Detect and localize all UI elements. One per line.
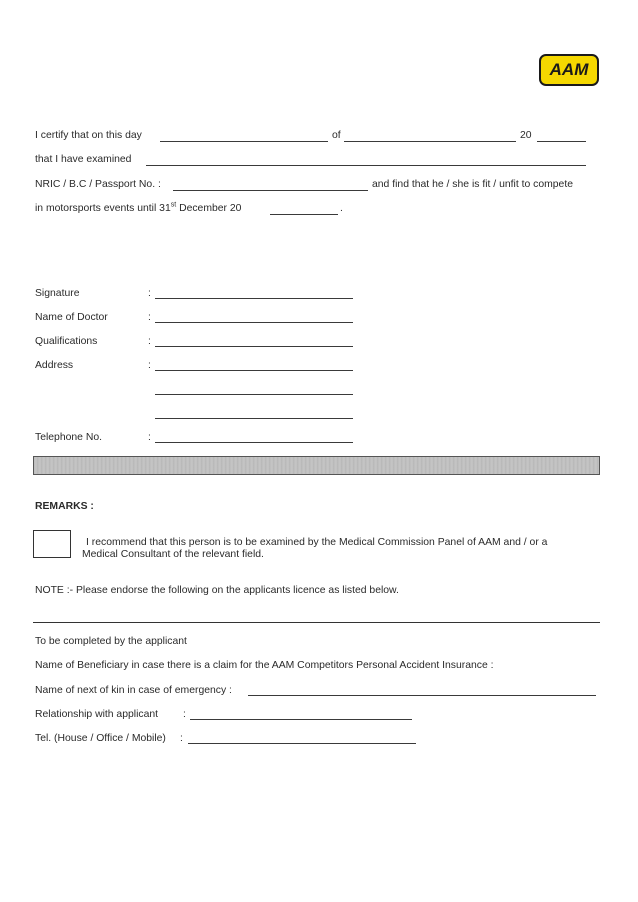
relationship-label: Relationship with applicant xyxy=(35,709,159,720)
qualifications-colon: : xyxy=(148,336,151,347)
day-blank[interactable] xyxy=(160,141,328,142)
note-text: NOTE :- Please endorse the following on the applicants licence as listed below. xyxy=(35,585,399,596)
month-blank[interactable] xyxy=(344,141,516,142)
recommend-checkbox[interactable] xyxy=(33,530,71,558)
year-blank[interactable] xyxy=(537,141,586,142)
recommend-text-line2: Medical Consultant of the relevant field. xyxy=(82,549,264,560)
doctor-name-colon: : xyxy=(148,312,151,323)
qualifications-label: Qualifications xyxy=(35,336,98,347)
separator-bar xyxy=(33,456,600,475)
fit-unfit-text: and find that he / she is fit / unfit to compete xyxy=(372,179,574,190)
signature-blank[interactable] xyxy=(155,298,353,299)
nric-label: NRIC / B.C / Passport No. : xyxy=(35,179,161,190)
next-of-kin-label: Name of next of kin in case of emergency : xyxy=(35,685,232,696)
until-period: . xyxy=(340,203,343,214)
telephone-blank[interactable] xyxy=(155,442,353,443)
signature-colon: : xyxy=(148,288,151,299)
examined-name-blank[interactable] xyxy=(146,165,586,166)
address-blank-1[interactable] xyxy=(155,370,353,371)
doctor-name-blank[interactable] xyxy=(155,322,353,323)
certify-day-label: I certify that on this day xyxy=(35,130,142,141)
section-rule xyxy=(33,622,600,623)
address-blank-3[interactable] xyxy=(155,418,353,419)
tel-colon: : xyxy=(180,733,183,744)
nric-blank[interactable] xyxy=(173,190,368,191)
tel-label: Tel. (House / Office / Mobile) xyxy=(35,733,166,744)
doctor-name-label: Name of Doctor xyxy=(35,312,108,323)
until-date-label xyxy=(35,203,241,215)
remarks-label: REMARKS : xyxy=(35,501,94,512)
beneficiary-label: Name of Beneficiary in case there is a claim for the AAM Competitors Personal Accident Insurance : xyxy=(35,660,494,671)
tel-blank[interactable] xyxy=(188,743,416,744)
until-prefix: in motorsports events until 31 xyxy=(35,203,171,214)
next-of-kin-blank[interactable] xyxy=(248,695,596,696)
signature-label: Signature xyxy=(35,288,80,299)
address-blank-2[interactable] xyxy=(155,394,353,395)
relationship-colon: : xyxy=(183,709,186,720)
certify-of-label: of xyxy=(332,130,341,141)
examined-label: that I have examined xyxy=(35,154,132,165)
applicant-heading: To be completed by the applicant xyxy=(35,636,187,647)
aam-logo xyxy=(539,54,599,86)
address-colon: : xyxy=(148,360,151,371)
until-year-blank[interactable] xyxy=(270,214,338,215)
certify-year-label: 20 xyxy=(520,130,532,141)
address-label: Address xyxy=(35,360,74,371)
telephone-label: Telephone No. xyxy=(35,432,103,443)
until-superscript: st xyxy=(170,201,177,209)
telephone-colon: : xyxy=(148,432,151,443)
qualifications-blank[interactable] xyxy=(155,346,353,347)
relationship-blank[interactable] xyxy=(190,719,412,720)
recommend-text-line1: I recommend that this person is to be examined by the Medical Commission Panel of AAM and / or a xyxy=(86,537,548,548)
aam-logo-text: AAM xyxy=(549,60,589,79)
until-december: December 20 xyxy=(176,203,242,214)
